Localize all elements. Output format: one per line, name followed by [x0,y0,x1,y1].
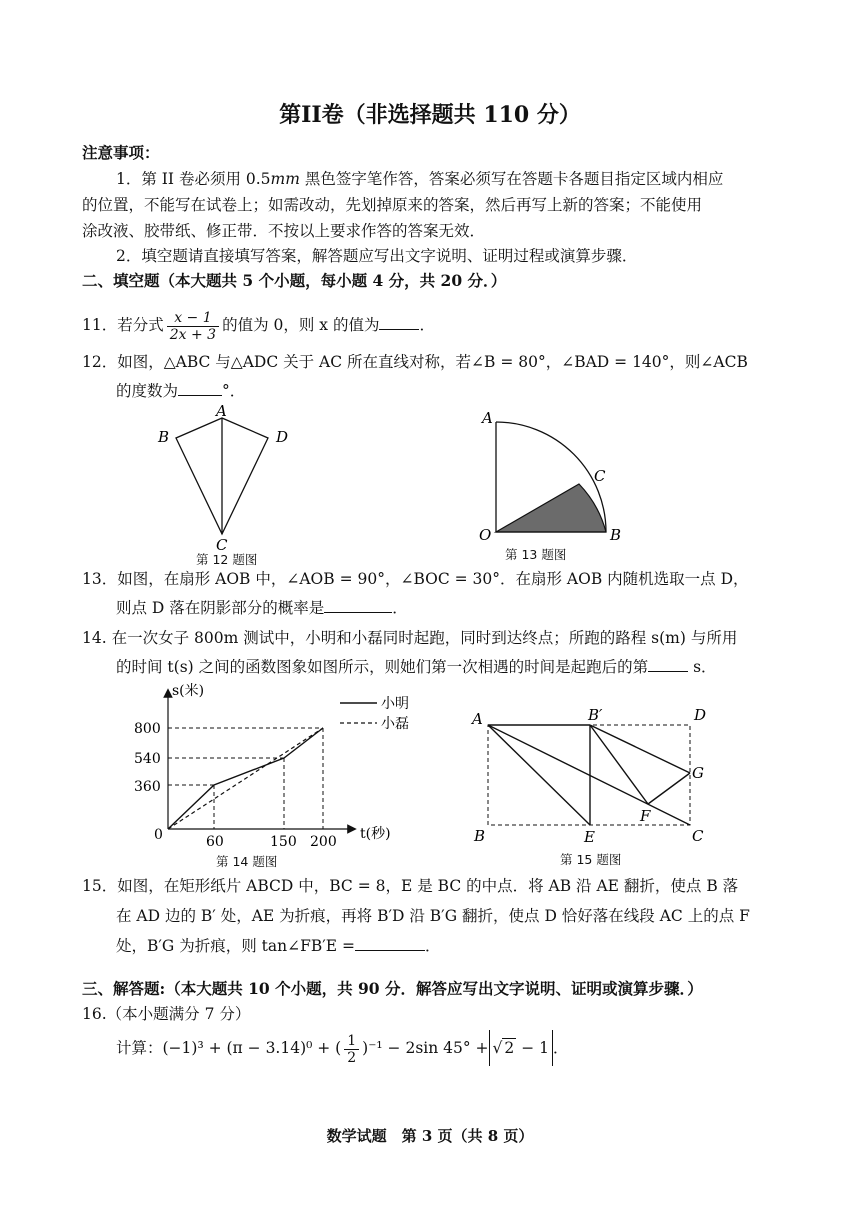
label-b: B [610,526,622,544]
notice-heading: 注意事项： [82,143,160,162]
absolute-value: √ 2 − 1 [489,1030,553,1066]
label-f: F [640,807,651,825]
label-g: G [692,764,704,782]
legend-xiaolei: 小磊 [381,716,409,732]
section-3-heading: 三、解答题:（本大题共 10 个小题，共 90 分．解答应写出文字说明、证明或演算步骤．） [82,979,703,998]
notice-item-1-line-3: 涂改液、胶带纸、修正带．不按以上要求作答的答案无效． [82,222,486,240]
x-axis-label: t(秒) [360,826,391,842]
label-c: C [216,536,228,550]
answer-blank-11[interactable] [379,315,419,330]
figure-14-caption: 第 14 题图 [216,854,278,869]
figure-15 [466,700,716,850]
figure-14-graph [130,683,430,851]
question-16-header: 16.（本小题满分 7 分） [82,1005,251,1023]
legend-xiaoming: 小明 [381,696,409,712]
answer-blank-13[interactable] [324,598,392,613]
segment-b-prime-g [590,725,690,773]
question-15-line-2: 在 AD 边的 B′ 处，AE 为折痕，再将 B′D 沿 B′G 翻折，使点 D 恰好落在线段 AC 上的点 F [116,907,750,925]
answer-blank-14[interactable] [648,657,688,672]
answer-blank-12[interactable] [178,381,222,396]
segment-fg [648,773,690,804]
y-axis-label: s(米) [172,683,205,699]
label-d: D [694,706,707,724]
xtick-60: 60 [206,834,224,850]
segment-ac [488,725,690,825]
label-b: B [158,428,170,446]
label-b-prime: B′ [588,706,603,724]
notice-item-1-line-2: 的位置，不能写在试卷上；如需改动，先划掉原来的答案，然后再写上新的答案；不能使用 [82,196,703,214]
question-15-line-3: 处，B′G 为折痕，则 tan∠FB′E = ． [116,937,441,955]
series-xiaolei [168,728,323,829]
figure-12 [150,400,310,550]
shaded-sector [496,484,606,532]
page-footer: 数学试题 第 3 页（共 8 页） [326,1127,534,1145]
answer-blank-15[interactable] [355,936,425,951]
ytick-800: 800 [134,721,161,737]
question-15-line-1: 15．如图，在矩形纸片 ABCD 中，BC = 8，E 是 BC 的中点．将 AB 沿 AE 翻折，使点 B 落 [82,877,739,895]
ytick-360: 360 [134,779,161,795]
label-c: C [594,467,606,485]
label-c: C [692,827,704,845]
figure-13 [478,405,628,545]
label-d: D [276,428,289,446]
section-2-heading: 二、填空题（本大题共 5 个小题，每小题 4 分，共 20 分．） [82,271,507,290]
notice-item-2: 2．填空题请直接填写答案，解答题应写出文字说明、证明过程或演算步骤． [116,247,638,265]
ytick-540: 540 [134,751,161,767]
label-e: E [584,828,595,846]
segment-ae [488,725,590,825]
figure-13-caption: 第 13 题图 [505,547,567,562]
q11-fraction: $\frac{x - 1}{2x + 3}$ [167,310,219,343]
question-13-line-2: 则点 D 落在阴影部分的概率是 ． [116,599,408,617]
question-16-expression: 计算：(−1)³ + (π − 3.14)⁰ + ( $\frac{1}{2}$ )⁻¹ − 2sin 45° + √ 2 − 1 ． [116,1030,569,1066]
question-11: 11．若分式 $\frac{x - 1}{2x + 3}$ 的值为 0，则 x 的值为 ． [82,309,435,343]
label-a: A [482,409,493,427]
origin-label: 0 [154,827,163,843]
page-title: 第II卷（非选择题共 110 分） [279,102,581,128]
question-12-line-2: 的度数为 °． [116,382,246,400]
fraction-one-half: $\frac{1}{2}$ [344,1033,359,1066]
question-13-line-1: 13．如图，在扇形 AOB 中，∠AOB = 90°，∠BOC = 30°．在扇形 AOB 内随机选取一点 D， [82,570,749,588]
label-o: O [479,526,492,544]
question-12-line-1: 12．如图，△ABC 与△ADC 关于 AC 所在直线对称，若∠B = 80°，∠BAD = 140°，则∠ACB [82,353,748,371]
segment-b-prime-f [590,725,648,804]
figure-12-caption: 第 12 题图 [196,552,258,567]
xtick-150: 150 [270,834,297,850]
question-14-line-2: 的时间 t(s) 之间的函数图象如图所示，则她们第一次相遇的时间是起跑后的第 s． [116,658,717,676]
label-a: A [472,710,483,728]
notice-item-1-line-1: 1．第 II 卷必须用 0.5mm 黑色签字笔作答，答案必须写在答题卡各题目指定区域内相应 [116,170,724,188]
label-a: A [216,402,227,420]
figure-15-caption: 第 15 题图 [560,852,622,867]
question-14-line-1: 14. 在一次女子 800m 测试中，小明和小磊同时起跑，同时到达终点；所跑的路程 s(m) 与所用 [82,629,738,647]
xtick-200: 200 [310,834,337,850]
label-b: B [474,827,486,845]
